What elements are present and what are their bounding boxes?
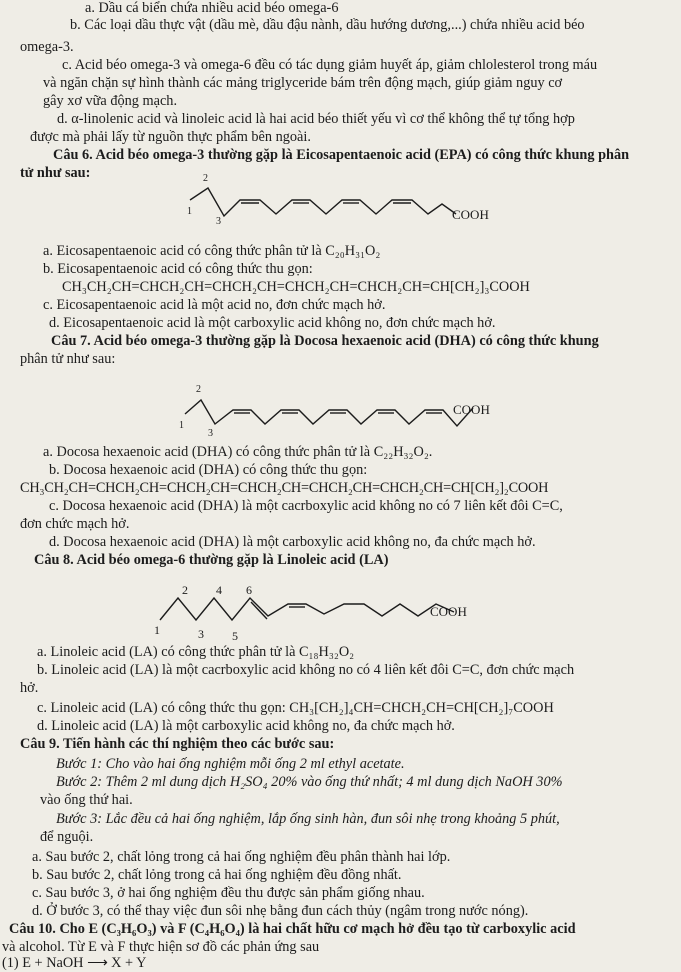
answer-9c: c. Sau bước 3, ở hai ống nghiệm đều thu được sản phẩm giống nhau. bbox=[32, 885, 425, 901]
answer-8b: b. Linoleic acid (LA) là một cacrboxylic acid không no có 4 liên kết đôi C=C, đơn chức mạch bbox=[37, 662, 575, 678]
answer-9d: d. Ở bước 3, có thể thay việc đun sôi nhẹ bằng đun cách thủy (ngâm trong nước nóng). bbox=[32, 903, 529, 919]
dha-carbon-2-label: 2 bbox=[196, 384, 201, 395]
answer-9b: b. Sau bước 2, chất lỏng trong cả hai ống nghiệm đều đồng nhất. bbox=[32, 867, 402, 883]
answer-6a: a. Eicosapentaenoic acid có công thức phân tử là C₂₀H₃₁O₂ bbox=[43, 243, 381, 259]
answer-5d: d. α-linolenic acid và linoleic acid là hai acid béo thiết yếu vì cơ thể không thể tự tổng hợp bbox=[57, 111, 575, 127]
step-2: Bước 2: Thêm 2 ml dung dịch H₂SO₄ 20% vào ống thứ nhất; 4 ml dung dịch NaOH 30% bbox=[56, 774, 563, 790]
la-cooh-label: COOH bbox=[430, 604, 467, 619]
dha-carbon-1-label: 1 bbox=[179, 420, 184, 431]
answer-6b-formula: CH₃CH₂CH=CHCH₂CH=CHCH₂CH=CHCH₂CH=CHCH₂CH=CH[CH₂]₃COOH bbox=[62, 279, 530, 295]
reaction-1: (1) E + NaOH ⟶ X + Y bbox=[2, 955, 147, 971]
epa-cooh-label: COOH bbox=[452, 207, 489, 222]
answer-5c: c. Acid béo omega-3 và omega-6 đều có tác dụng giảm huyết áp, giảm chlolesterol trong máu bbox=[62, 57, 598, 73]
la-carbon-6-label: 6 bbox=[246, 583, 252, 597]
answer-5a: a. Dầu cá biển chứa nhiều acid béo omega-6 bbox=[85, 0, 339, 16]
question-7-cont: phân tử như sau: bbox=[20, 351, 116, 367]
dha-cooh-label: COOH bbox=[453, 402, 490, 417]
answer-8a: a. Linoleic acid (LA) có công thức phân tử là C₁₈H₃₂O₂ bbox=[37, 644, 355, 660]
answer-7b: b. Docosa hexaenoic acid (DHA) có công thức thu gọn: bbox=[49, 462, 368, 478]
question-7: Câu 7. Acid béo omega-3 thường gặp là Docosa hexaenoic acid (DHA) có công thức khung bbox=[51, 333, 599, 349]
la-carbon-5-label: 5 bbox=[232, 629, 238, 642]
answer-5c-cont: và ngăn chặn sự hình thành các mảng triglyceride bám trên động mạch, giúp giảm nguy cơ bbox=[43, 75, 563, 91]
answer-5c-cont2: gây xơ vữa động mạch. bbox=[43, 93, 178, 109]
epa-carbon-2-label: 2 bbox=[203, 173, 208, 184]
answer-6d: d. Eicosapentaenoic acid là một carboxylic acid không no, đơn chức mạch hở. bbox=[49, 315, 496, 331]
la-structure-diagram bbox=[150, 582, 480, 642]
epa-carbon-3-label: 3 bbox=[216, 216, 221, 227]
epa-carbon-1-label: 1 bbox=[187, 206, 192, 217]
answer-7c-cont: đơn chức mạch hở. bbox=[20, 516, 130, 532]
answer-6b: b. Eicosapentaenoic acid có công thức thu gọn: bbox=[43, 261, 313, 277]
answer-8c: c. Linoleic acid (LA) có công thức thu gọn: CH₃[CH₂]₄CH=CHCH₂CH=CH[CH₂]₇COOH bbox=[37, 700, 554, 716]
answer-9a: a. Sau bước 2, chất lỏng trong cả hai ống nghiệm đều phân thành hai lớp. bbox=[32, 849, 451, 865]
dha-structure-diagram bbox=[175, 378, 505, 438]
answer-6c: c. Eicosapentaenoic acid là một acid no, đơn chức mạch hở. bbox=[43, 297, 386, 313]
step-3: Bước 3: Lắc đều cả hai ống nghiệm, lắp ống sinh hàn, đun sôi nhẹ trong khoảng 5 phút, bbox=[56, 811, 560, 827]
question-10-cont: và alcohol. Từ E và F thực hiện sơ đồ các phản ứng sau bbox=[2, 939, 320, 955]
answer-8b-cont: hở. bbox=[20, 680, 39, 696]
question-9: Câu 9. Tiến hành các thí nghiệm theo các bước sau: bbox=[20, 736, 335, 752]
answer-7b-formula: CH₃CH₂CH=CHCH₂CH=CHCH₂CH=CHCH₂CH=CHCH₂CH=CHCH₂CH=CH[CH₂]₂COOH bbox=[20, 480, 549, 496]
question-6: Câu 6. Acid béo omega-3 thường gặp là Eicosapentaenoic acid (EPA) có công thức khung phân bbox=[53, 147, 630, 163]
answer-7d: d. Docosa hexaenoic acid (DHA) là một carboxylic acid không no, đa chức mạch hở. bbox=[49, 534, 536, 550]
step-2-cont: vào ống thứ hai. bbox=[40, 792, 133, 808]
dha-carbon-3-label: 3 bbox=[208, 428, 213, 438]
question-6-cont: tử như sau: bbox=[20, 165, 91, 181]
answer-8d: d. Linoleic acid (LA) là một carboxylic acid không no, đa chức mạch hở. bbox=[37, 718, 455, 734]
la-carbon-3-label: 3 bbox=[198, 627, 204, 641]
la-carbon-4-label: 4 bbox=[216, 583, 222, 597]
answer-5b: b. Các loại dầu thực vật (dầu mè, dầu đậu nành, dầu hướng dương,...) chứa nhiều acid béo bbox=[70, 17, 585, 33]
la-carbon-2-label: 2 bbox=[182, 583, 188, 597]
step-1: Bước 1: Cho vào hai ống nghiệm mỗi ống 2 ml ethyl acetate. bbox=[56, 756, 405, 772]
question-8: Câu 8. Acid béo omega-6 thường gặp là Linoleic acid (LA) bbox=[34, 552, 389, 568]
answer-5b-cont: omega-3. bbox=[20, 39, 74, 55]
question-10: Câu 10. Cho E (C₃H₆O₃) và F (C₄H₆O₄) là hai chất hữu cơ mạch hở đều tạo từ carboxylic acid bbox=[9, 921, 576, 937]
answer-7c: c. Docosa hexaenoic acid (DHA) là một cacrboxylic acid không no có 7 liên kết đôi C=C, bbox=[49, 498, 563, 514]
answer-5d-cont: được mà phải lấy từ nguồn thực phẩm bên ngoài. bbox=[30, 129, 311, 145]
la-carbon-1-label: 1 bbox=[154, 623, 160, 637]
step-3-cont: để nguội. bbox=[40, 829, 94, 845]
epa-structure-diagram bbox=[180, 168, 500, 228]
answer-7a: a. Docosa hexaenoic acid (DHA) có công thức phân tử là C₂₂H₃₂O₂. bbox=[43, 444, 433, 460]
